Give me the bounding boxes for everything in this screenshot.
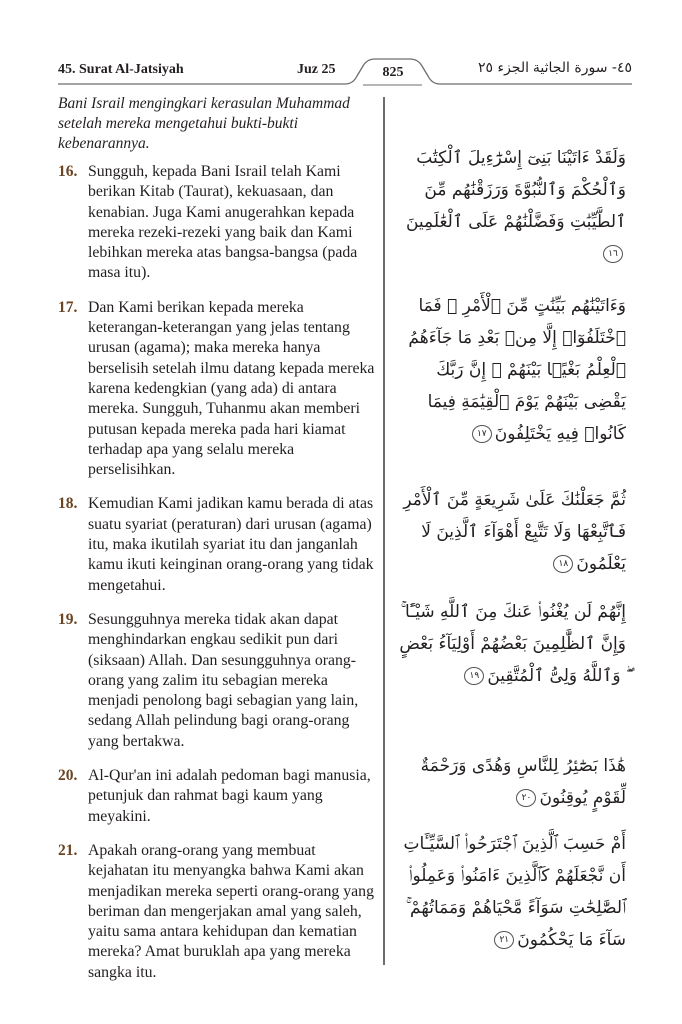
verse-text: Kemudian Kami jadikan kamu berada di atas suatu syariat (peraturan) dari urusan (agama) itu, maka ikutilah syariat itu dan janganlah kamu ikuti keinginan orang-orang yang tidak mengetahui. <box>88 495 374 594</box>
ayah-end-marker-icon: ١٨ <box>553 555 573 573</box>
arabic-text: هَٰذَا بَصَٰٓئِرُ لِلنَّاسِ وَهُدًى وَرَحْمَةٌ لِّقَوْمٍ يُوقِنُونَ <box>420 756 626 808</box>
juz-label-latin: Juz 25 <box>297 62 336 77</box>
verse-number: 16. <box>58 163 78 180</box>
verse-text: Apakah orang-orang yang membuat kejahatan itu menyangka bahwa Kami akan menjadikan mereka seperti orang-orang yang beriman dan mengerjakan amal yang saleh, yaitu sama antara kehidupan dan kematian mereka? Amat buruklah apa yang mereka sangka itu. <box>88 841 374 981</box>
surah-name-arabic: ٤٥- سورة الجاثية <box>532 60 632 76</box>
arabic-text: وَلَقَدْ ءَاتَيْنَا بَنِىٓ إِسْرَٰٓءِيلَ ٱلْكِتَٰبَ وَٱلْحُكْمَ وَٱلنُّبُوَّةَ وَرَزَقْنَٰهُم مِّنَ ٱلطَّيِّبَٰتِ وَفَضَّلْنَٰهُمْ عَلَى ٱلْعَٰلَمِينَ <box>405 148 626 232</box>
verse-text: Sungguh, kepada Bani Israil telah Kami berikan Kitab (Taurat), kekuasaan, dan kenabian. Juga Kami anugerahkan kepada mereka rezeki-rezeki yang baik dan Kami lebihkan mereka atas bangsa-bangsa (pada masa itu). <box>88 163 358 282</box>
page-header <box>58 58 632 86</box>
ayah-end-marker-icon: ١٩ <box>464 667 484 685</box>
arabic-verse-19 <box>396 596 626 692</box>
section-heading: Bani Israil mengingkari kerasulan Muhammad setelah mereka mengetahui bukti-bukti kebenarannya. <box>58 95 350 152</box>
verse-text: Al-Qur'an ini adalah pedoman bagi manusia, petunjuk dan rahmat bagi kaum yang meyakini. <box>88 767 371 825</box>
juz-label-arabic: الجزء ٢٥ <box>478 60 529 76</box>
verse-number: 19. <box>58 610 78 628</box>
verse-translation-19 <box>58 610 376 752</box>
verse-number: 17. <box>58 298 78 316</box>
verse-translation-20 <box>58 766 376 827</box>
ayah-end-marker-icon: ٢١ <box>494 931 514 949</box>
verse-translation-18 <box>58 494 376 595</box>
verse-translation-16 <box>58 162 376 284</box>
verse-translation-17 <box>58 298 376 481</box>
arabic-text: ثُمَّ جَعَلْنَٰكَ عَلَىٰ شَرِيعَةٍ مِّنَ ٱلْأَمْرِ فَٱتَّبِعْهَا وَلَا تَتَّبِعْ أَهْوَآءَ ٱلَّذِينَ لَا يَعْلَمُونَ <box>403 490 626 574</box>
arabic-verse-21 <box>396 828 626 956</box>
arabic-text: وَءَاتَيْنَٰهُم بَيِّنَٰتٍ مِّنَ ٱلْأَمْرِ ۖ فَمَا ٱخْتَلَفُوٓا۟ إِلَّا مِنۢ بَعْدِ مَا جَآءَهُمُ ٱلْعِلْمُ بَغْيًۢا بَيْنَهُمْ ۚ إِنَّ رَبَّكَ يَقْضِى بَيْنَهُمْ يَوْمَ ٱلْقِيَٰمَةِ فِيمَا كَانُوا۟ فِيهِ يَخْتَلِفُونَ <box>408 296 626 444</box>
arabic-text: أَمْ حَسِبَ ٱلَّذِينَ ٱجْتَرَحُوا۟ ٱلسَّيِّـَٔاتِ أَن نَّجْعَلَهُمْ كَٱلَّذِينَ ءَامَنُوا۟ وَعَمِلُوا۟ ٱلصَّٰلِحَٰتِ سَوَآءً مَّحْيَاهُمْ وَمَمَاتُهُمْ ۚ سَآءَ مَا يَحْكُمُونَ <box>403 834 626 950</box>
verse-text: Dan Kami berikan kepada mereka keterangan-keterangan yang jelas tentang urusan (agama); maka mereka hanya berselisih setelah ilmu datang kepada mereka karena kedengkian (yang ada) di antara mereka. Sungguh, Tuhanmu akan memberi putusan kepada mereka pada hari kiamat terhadap apa yang selalu mereka perselisihkan. <box>88 298 375 479</box>
verse-number: 18. <box>58 495 78 513</box>
arabic-text: إِنَّهُمْ لَن يُغْنُوا۟ عَنكَ مِنَ ٱللَّهِ شَيْـًٔا ۚ وَإِنَّ ٱلظَّٰلِمِينَ بَعْضُهُمْ أَوْلِيَآءُ بَعْضٍ ۖ وَٱللَّهُ وَلِىُّ ٱلْمُتَّقِينَ <box>399 602 626 686</box>
surah-name-latin: 45. Surat Al-Jatsiyah <box>58 62 184 77</box>
verse-number: 21. <box>58 841 78 859</box>
ayah-end-marker-icon: ٢٠ <box>516 789 536 807</box>
arabic-verse-20 <box>396 750 626 814</box>
arabic-verse-16 <box>396 142 626 270</box>
arabic-verse-18 <box>396 484 626 580</box>
ayah-end-marker-icon: ١٦ <box>603 245 623 263</box>
translation-column <box>58 94 376 983</box>
verse-translation-21 <box>58 841 376 983</box>
verse-number: 20. <box>58 767 78 785</box>
page-number: 825 <box>382 65 404 80</box>
verse-text: Sesungguhnya mereka tidak akan dapat menghindarkan engkau sedikit pun dari (siksaan) Allah. Dan sesungguhnya orang-orang yang zalim itu sebagian mereka menjadi penolong bagi sebagian yang lain, sedang Allah pelindung bagi orang-orang yang bertakwa. <box>88 610 359 750</box>
arabic-verse-17 <box>396 290 626 450</box>
column-divider <box>383 97 385 965</box>
ayah-end-marker-icon: ١٧ <box>472 425 492 443</box>
